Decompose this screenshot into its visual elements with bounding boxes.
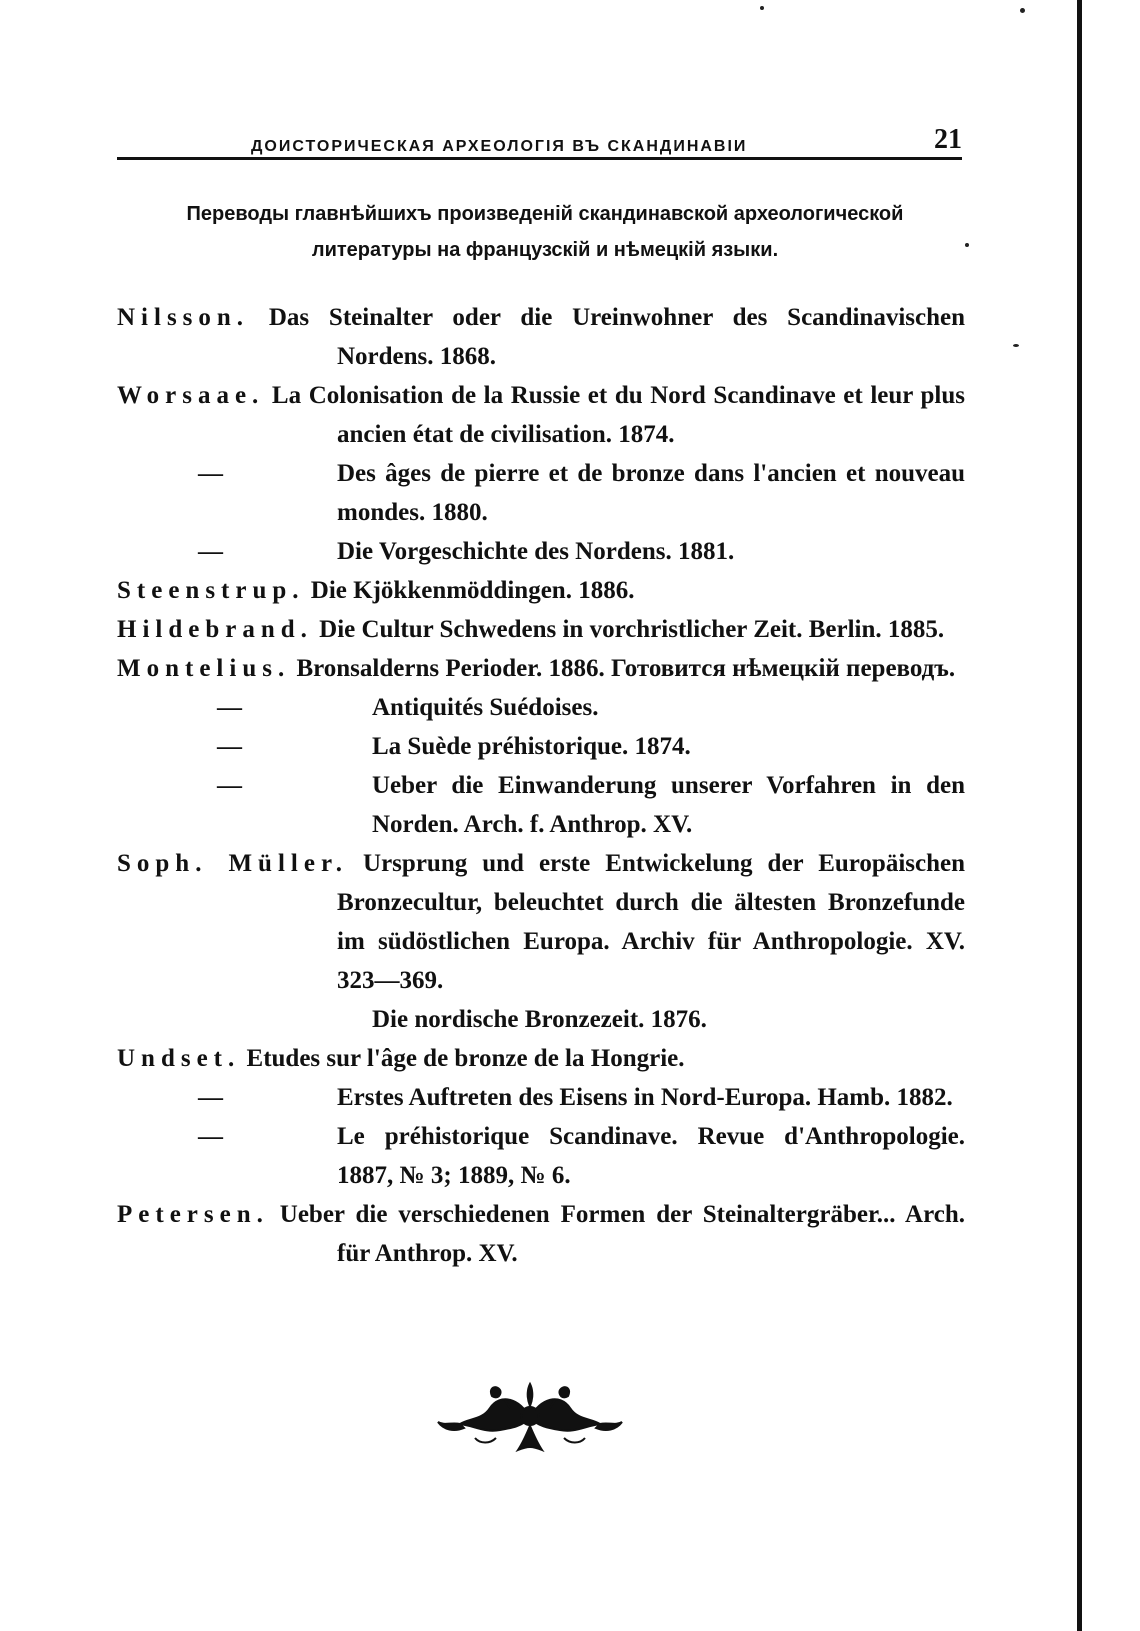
print-speck xyxy=(1020,8,1025,13)
entry-author: Soph. Müller. xyxy=(117,850,349,877)
entry-title: Le préhistorique Scandinave. Revue d'Anthropologie. 1887, № 3; 1889, № 6. xyxy=(337,1123,965,1189)
entry-title: Bronsalderns Perioder. 1886. Готовится нѣмецкій переводъ. xyxy=(296,655,956,682)
ditto-dash: — xyxy=(217,733,242,760)
section-heading: Переводы главнѣйшихъ произведеній скандинавской археологической литературы на французскій и нѣмецкій языки. xyxy=(186,203,904,261)
bibliography-entry xyxy=(117,727,965,766)
ditto-dash: — xyxy=(198,1123,223,1150)
entry-author: Petersen. xyxy=(117,1201,269,1228)
running-head xyxy=(117,112,962,156)
entry-title: Die Cultur Schwedens in vorchristlicher Zeit. Berlin. 1885. xyxy=(319,616,945,643)
entry-title: Das Steinalter oder die Ureinwohner des Scandinavischen Nordens. 1868. xyxy=(268,304,965,370)
ditto-dash: — xyxy=(217,772,242,799)
ditto-dash: — xyxy=(217,694,242,721)
entry-title: Ueber die verschiedenen Formen der Steinaltergräber... Arch. für Anthrop. XV. xyxy=(279,1201,965,1267)
entry-title: Des âges de pierre et de bronze dans l'ancien et nouveau mondes. 1880. xyxy=(337,460,965,526)
entry-title: Antiquités Suédoises. xyxy=(372,694,599,721)
bibliography-list xyxy=(117,298,965,1273)
entry-author: Montelius. xyxy=(117,655,291,682)
entry-title: Etudes sur l'âge de bronze de la Hongrie. xyxy=(246,1045,685,1072)
entry-author: Hildebrand. xyxy=(117,616,313,643)
entry-author: Undset. xyxy=(117,1045,241,1072)
bibliography-entry xyxy=(117,610,965,649)
ditto-dash: — xyxy=(198,1084,223,1111)
ditto-dash: — xyxy=(198,460,223,487)
entry-author: Worsaae. xyxy=(117,382,265,409)
bibliography-entry xyxy=(117,571,965,610)
entry-title: La Suède préhistorique. 1874. xyxy=(372,733,691,760)
bibliography-entry xyxy=(117,649,965,688)
bibliography-entry xyxy=(117,844,965,1000)
entry-title: Die Vorgeschichte des Nordens. 1881. xyxy=(337,538,735,565)
bibliography-entry xyxy=(117,298,965,376)
bibliography-entry xyxy=(117,1039,965,1078)
entry-title: Ursprung und erste Entwickelung der Europäischen Bronzecultur, beleuchtet durch die ältesten Bronzefunde im südöstlichen Europa. Archiv für Anthropologie. XV. 323—369. xyxy=(337,850,965,994)
bibliography-entry xyxy=(117,532,965,571)
bibliography-entry xyxy=(117,1117,965,1195)
entry-title: Die nordische Bronzezeit. 1876. xyxy=(372,1006,707,1033)
entry-title: Ueber die Einwanderung unserer Vorfahren in den Norden. Arch. f. Anthrop. XV. xyxy=(372,772,965,838)
print-speck xyxy=(1013,344,1019,347)
bibliography-entry xyxy=(117,688,965,727)
running-title: ДОИСТОРИЧЕСКАЯ АРХЕОЛОГІЯ ВЪ СКАНДИНАВІИ xyxy=(251,138,748,155)
ditto-dash: — xyxy=(198,538,223,565)
bibliography-entry xyxy=(117,766,965,844)
bibliography-entry xyxy=(117,1000,965,1039)
entry-title: Die Kjökkenmöddingen. 1886. xyxy=(310,577,635,604)
bibliography-entry xyxy=(117,1195,965,1273)
header-rule xyxy=(117,157,962,160)
print-speck xyxy=(760,6,764,10)
bibliography-entry xyxy=(117,376,965,454)
floral-tailpiece-ornament xyxy=(430,1378,630,1458)
page-edge-rule xyxy=(1077,0,1082,1631)
bibliography-entry xyxy=(117,1078,965,1117)
page-number: 21 xyxy=(934,124,962,155)
bibliography-entry xyxy=(117,454,965,532)
entry-author: Steenstrup. xyxy=(117,577,305,604)
entry-title: Erstes Auftreten des Eisens in Nord-Europa. Hamb. 1882. xyxy=(337,1084,953,1111)
print-speck xyxy=(965,243,969,247)
entry-title: La Colonisation de la Russie et du Nord Scandinave et leur plus ancien état de civilisation. 1874. xyxy=(271,382,966,448)
entry-author: Nilsson. xyxy=(117,304,250,331)
